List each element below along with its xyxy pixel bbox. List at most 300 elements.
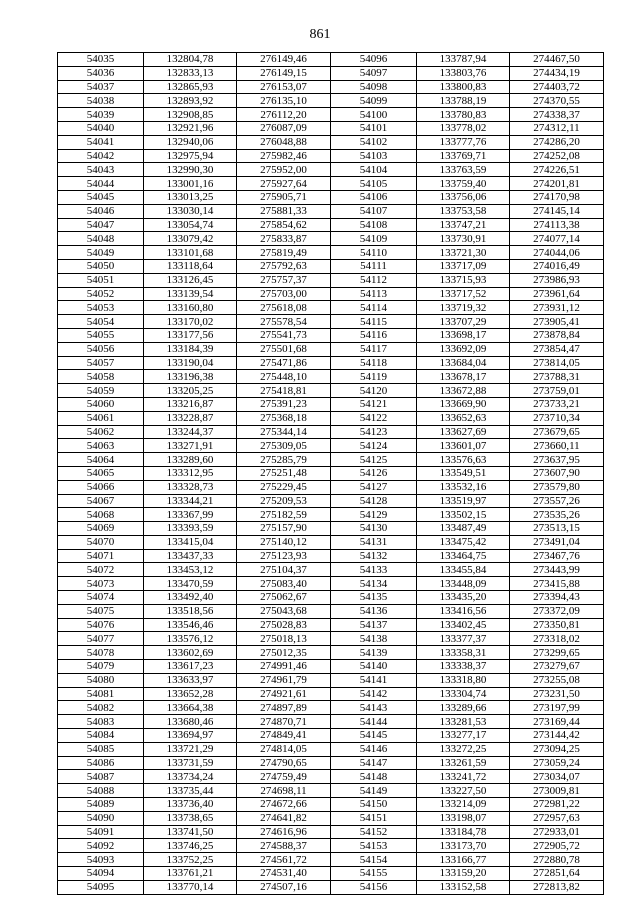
point-number-left: 54042 [58,149,144,163]
coord-y-right: 272957,63 [510,811,604,825]
point-number-left: 54094 [58,867,144,881]
coord-x-left: 133518,56 [144,604,237,618]
coord-x-right: 133721,30 [417,246,510,260]
table-row [58,246,604,260]
table-row [58,232,604,246]
table-row [58,53,604,67]
point-number-left: 54039 [58,108,144,122]
table-row [58,342,604,356]
coord-y-right: 273986,93 [510,273,604,287]
point-number-left: 54092 [58,839,144,853]
coord-x-left: 133160,80 [144,301,237,315]
coord-x-left: 133101,68 [144,246,237,260]
coord-y-right: 274467,50 [510,53,604,67]
coord-y-right: 273299,65 [510,646,604,660]
table-row [58,853,604,867]
coord-y-left: 274849,41 [237,729,331,743]
coord-x-right: 133241,72 [417,770,510,784]
coord-x-left: 133546,46 [144,618,237,632]
table-row [58,508,604,522]
table-row [58,94,604,108]
point-number-left: 54052 [58,287,144,301]
point-number-right: 54151 [331,811,417,825]
table-row [58,204,604,218]
point-number-right: 54147 [331,756,417,770]
coord-x-left: 133344,21 [144,494,237,508]
coord-x-left: 133184,39 [144,342,237,356]
point-number-left: 54067 [58,494,144,508]
point-number-left: 54081 [58,687,144,701]
coord-y-left: 274641,82 [237,811,331,825]
point-number-right: 54150 [331,798,417,812]
table-row [58,811,604,825]
point-number-left: 54038 [58,94,144,108]
coord-x-left: 133312,95 [144,466,237,480]
point-number-right: 54104 [331,163,417,177]
coord-y-left: 275104,37 [237,563,331,577]
point-number-left: 54071 [58,549,144,563]
point-number-left: 54043 [58,163,144,177]
point-number-right: 54120 [331,384,417,398]
coord-y-right: 273535,26 [510,508,604,522]
coord-x-right: 133787,94 [417,53,510,67]
coord-x-left: 133652,28 [144,687,237,701]
coord-x-right: 133549,51 [417,466,510,480]
coord-x-right: 133227,50 [417,784,510,798]
coord-y-left: 275418,81 [237,384,331,398]
table-row [58,673,604,687]
table-row [58,660,604,674]
coord-y-right: 273197,99 [510,701,604,715]
coord-y-left: 274588,37 [237,839,331,853]
point-number-left: 54069 [58,522,144,536]
coord-y-right: 274145,14 [510,204,604,218]
coord-y-right: 273905,41 [510,315,604,329]
coord-y-left: 275703,00 [237,287,331,301]
coord-x-right: 133277,17 [417,729,510,743]
coord-x-left: 132975,94 [144,149,237,163]
coord-x-right: 133318,80 [417,673,510,687]
table-row [58,632,604,646]
point-number-left: 54084 [58,729,144,743]
table-row [58,177,604,191]
coord-x-right: 133763,59 [417,163,510,177]
table-row [58,563,604,577]
coord-y-right: 272813,82 [510,880,604,894]
point-number-left: 54070 [58,535,144,549]
coord-x-right: 133778,02 [417,121,510,135]
coord-y-left: 274759,49 [237,770,331,784]
coord-y-left: 275043,68 [237,604,331,618]
point-number-right: 54108 [331,218,417,232]
coord-x-left: 133752,25 [144,853,237,867]
coord-y-left: 275209,53 [237,494,331,508]
table-row [58,798,604,812]
coord-y-left: 275344,14 [237,425,331,439]
coord-y-right: 273443,99 [510,563,604,577]
point-number-right: 54152 [331,825,417,839]
coord-y-right: 274077,14 [510,232,604,246]
point-number-right: 54099 [331,94,417,108]
point-number-right: 54119 [331,370,417,384]
point-number-right: 54124 [331,439,417,453]
table-row [58,742,604,756]
coord-x-left: 133746,25 [144,839,237,853]
point-number-left: 54036 [58,66,144,80]
point-number-right: 54136 [331,604,417,618]
coord-y-right: 274201,81 [510,177,604,191]
point-number-left: 54058 [58,370,144,384]
coord-y-right: 274252,08 [510,149,604,163]
coord-x-left: 132865,93 [144,80,237,94]
point-number-left: 54065 [58,466,144,480]
coord-x-left: 133736,40 [144,798,237,812]
point-number-left: 54037 [58,80,144,94]
coord-x-left: 133054,74 [144,218,237,232]
point-number-right: 54137 [331,618,417,632]
coord-y-right: 273733,21 [510,397,604,411]
coord-x-left: 133761,21 [144,867,237,881]
point-number-left: 54057 [58,356,144,370]
coord-y-right: 273660,11 [510,439,604,453]
table-row [58,604,604,618]
table-row [58,108,604,122]
coord-y-left: 274961,79 [237,673,331,687]
coord-x-left: 133731,59 [144,756,237,770]
coord-x-right: 133198,07 [417,811,510,825]
point-number-right: 54112 [331,273,417,287]
coord-y-left: 275541,73 [237,328,331,342]
coord-y-right: 273144,42 [510,729,604,743]
point-number-right: 54148 [331,770,417,784]
coord-x-left: 133770,14 [144,880,237,894]
coord-x-left: 133734,24 [144,770,237,784]
coord-x-left: 133126,45 [144,273,237,287]
table-row [58,549,604,563]
coord-x-left: 133721,29 [144,742,237,756]
coord-y-right: 273607,90 [510,466,604,480]
coord-x-left: 133139,54 [144,287,237,301]
coord-x-right: 133455,84 [417,563,510,577]
coord-x-right: 133777,76 [417,135,510,149]
point-number-right: 54118 [331,356,417,370]
coord-x-left: 133393,59 [144,522,237,536]
coord-y-left: 275123,93 [237,549,331,563]
coord-y-left: 276087,09 [237,121,331,135]
table-row [58,190,604,204]
coord-y-right: 273372,09 [510,604,604,618]
point-number-left: 54060 [58,397,144,411]
point-number-right: 54121 [331,397,417,411]
coord-y-right: 273318,02 [510,632,604,646]
table-row [58,577,604,591]
point-number-right: 54135 [331,591,417,605]
table-row [58,384,604,398]
point-number-right: 54139 [331,646,417,660]
coord-y-right: 274403,72 [510,80,604,94]
coord-y-right: 273231,50 [510,687,604,701]
coord-y-left: 276153,07 [237,80,331,94]
coord-y-left: 276149,15 [237,66,331,80]
point-number-left: 54064 [58,453,144,467]
coord-x-left: 133664,38 [144,701,237,715]
point-number-right: 54146 [331,742,417,756]
coord-y-right: 272880,78 [510,853,604,867]
coord-y-right: 273931,12 [510,301,604,315]
coord-x-right: 133475,42 [417,535,510,549]
point-number-right: 54131 [331,535,417,549]
table-row [58,439,604,453]
point-number-right: 54111 [331,259,417,273]
coord-y-left: 275062,67 [237,591,331,605]
coordinates-table-body [58,53,604,895]
coord-y-right: 273637,95 [510,453,604,467]
point-number-left: 54046 [58,204,144,218]
coord-x-left: 133680,46 [144,715,237,729]
coord-y-left: 275757,37 [237,273,331,287]
table-row [58,149,604,163]
coord-x-right: 133184,78 [417,825,510,839]
point-number-right: 54156 [331,880,417,894]
point-number-right: 54145 [331,729,417,743]
coord-x-right: 133464,75 [417,549,510,563]
point-number-left: 54050 [58,259,144,273]
coord-x-right: 133487,49 [417,522,510,536]
coord-y-right: 273878,84 [510,328,604,342]
coord-x-left: 133738,65 [144,811,237,825]
table-row [58,397,604,411]
coord-y-left: 275792,63 [237,259,331,273]
point-number-left: 54048 [58,232,144,246]
point-number-right: 54123 [331,425,417,439]
coord-x-left: 133576,12 [144,632,237,646]
coord-x-right: 133730,91 [417,232,510,246]
point-number-right: 54113 [331,287,417,301]
coord-x-right: 133692,09 [417,342,510,356]
coord-x-left: 133694,97 [144,729,237,743]
coord-y-right: 273169,44 [510,715,604,729]
coord-y-left: 274897,89 [237,701,331,715]
point-number-left: 54095 [58,880,144,894]
coord-y-right: 274016,49 [510,259,604,273]
point-number-left: 54068 [58,508,144,522]
coord-y-right: 273759,01 [510,384,604,398]
point-number-left: 54066 [58,480,144,494]
coord-x-left: 133196,38 [144,370,237,384]
point-number-right: 54114 [331,301,417,315]
coord-x-right: 133159,20 [417,867,510,881]
table-row [58,121,604,135]
coord-y-left: 275157,90 [237,522,331,536]
coord-x-right: 133448,09 [417,577,510,591]
point-number-right: 54115 [331,315,417,329]
coord-y-left: 275083,40 [237,577,331,591]
coord-y-left: 275285,79 [237,453,331,467]
table-row [58,825,604,839]
coord-x-left: 133415,04 [144,535,237,549]
coord-y-right: 274338,37 [510,108,604,122]
coord-y-left: 275028,83 [237,618,331,632]
table-row [58,839,604,853]
coord-x-right: 133377,37 [417,632,510,646]
table-row [58,453,604,467]
point-number-right: 54155 [331,867,417,881]
coord-x-left: 133079,42 [144,232,237,246]
coord-x-right: 133800,83 [417,80,510,94]
point-number-left: 54082 [58,701,144,715]
coord-x-right: 133214,09 [417,798,510,812]
coord-x-left: 132908,85 [144,108,237,122]
coord-y-left: 274672,66 [237,798,331,812]
coord-y-right: 273513,15 [510,522,604,536]
coord-y-right: 274434,19 [510,66,604,80]
coord-y-left: 276112,20 [237,108,331,122]
point-number-right: 54142 [331,687,417,701]
point-number-left: 54079 [58,660,144,674]
point-number-left: 54087 [58,770,144,784]
coord-x-right: 133281,53 [417,715,510,729]
coord-y-left: 275448,10 [237,370,331,384]
table-row [58,591,604,605]
point-number-right: 54100 [331,108,417,122]
point-number-right: 54133 [331,563,417,577]
table-row [58,770,604,784]
coord-y-left: 274507,16 [237,880,331,894]
table-row [58,466,604,480]
coord-y-right: 273710,34 [510,411,604,425]
coord-x-left: 132940,06 [144,135,237,149]
coord-y-right: 273094,25 [510,742,604,756]
coord-y-left: 275982,46 [237,149,331,163]
coord-x-right: 133717,09 [417,259,510,273]
coord-y-right: 273279,67 [510,660,604,674]
table-row [58,218,604,232]
coord-y-left: 274991,46 [237,660,331,674]
point-number-left: 54041 [58,135,144,149]
coord-y-left: 275905,71 [237,190,331,204]
coord-x-left: 132804,78 [144,53,237,67]
coord-y-left: 275018,13 [237,632,331,646]
coord-y-right: 274113,38 [510,218,604,232]
point-number-left: 54047 [58,218,144,232]
coord-x-right: 133272,25 [417,742,510,756]
table-row [58,522,604,536]
point-number-right: 54140 [331,660,417,674]
coord-y-right: 273350,81 [510,618,604,632]
point-number-right: 54096 [331,53,417,67]
coord-y-left: 274616,96 [237,825,331,839]
coord-x-right: 133672,88 [417,384,510,398]
coord-x-left: 132893,92 [144,94,237,108]
point-number-left: 54051 [58,273,144,287]
point-number-left: 54053 [58,301,144,315]
coord-x-left: 133617,23 [144,660,237,674]
point-number-left: 54090 [58,811,144,825]
table-row [58,535,604,549]
point-number-right: 54126 [331,466,417,480]
coord-y-right: 273814,05 [510,356,604,370]
point-number-right: 54130 [331,522,417,536]
coord-x-left: 133492,40 [144,591,237,605]
page-number: 861 [309,27,331,42]
point-number-right: 54154 [331,853,417,867]
coord-x-left: 133030,14 [144,204,237,218]
table-row [58,729,604,743]
coord-y-right: 273679,65 [510,425,604,439]
point-number-left: 54035 [58,53,144,67]
table-row [58,315,604,329]
coord-x-left: 133228,87 [144,411,237,425]
coord-x-right: 133173,70 [417,839,510,853]
point-number-left: 54083 [58,715,144,729]
point-number-right: 54102 [331,135,417,149]
coord-x-left: 133118,64 [144,259,237,273]
coord-y-left: 274921,61 [237,687,331,701]
coord-y-left: 275229,45 [237,480,331,494]
coord-y-right: 273961,64 [510,287,604,301]
coord-x-left: 133735,44 [144,784,237,798]
point-number-left: 54080 [58,673,144,687]
coord-y-right: 273394,43 [510,591,604,605]
point-number-left: 54085 [58,742,144,756]
coord-x-right: 133803,76 [417,66,510,80]
point-number-left: 54045 [58,190,144,204]
table-row [58,756,604,770]
coord-x-left: 133216,87 [144,397,237,411]
coord-y-right: 272933,01 [510,825,604,839]
point-number-left: 54078 [58,646,144,660]
coord-x-left: 133453,12 [144,563,237,577]
coord-x-left: 133367,99 [144,508,237,522]
coord-x-left: 133741,50 [144,825,237,839]
point-number-right: 54144 [331,715,417,729]
table-row [58,880,604,894]
coord-x-right: 133532,16 [417,480,510,494]
point-number-left: 54056 [58,342,144,356]
table-row [58,356,604,370]
table-row [58,867,604,881]
coord-x-right: 133707,29 [417,315,510,329]
coord-x-right: 133289,66 [417,701,510,715]
table-row [58,425,604,439]
point-number-right: 54138 [331,632,417,646]
coord-x-right: 133780,83 [417,108,510,122]
table-row [58,784,604,798]
coord-y-right: 273788,31 [510,370,604,384]
coord-x-left: 133001,16 [144,177,237,191]
table-row [58,259,604,273]
coord-x-right: 133747,21 [417,218,510,232]
table-row [58,480,604,494]
table-row [58,618,604,632]
point-number-left: 54059 [58,384,144,398]
point-number-left: 54093 [58,853,144,867]
coord-x-right: 133416,56 [417,604,510,618]
coord-y-left: 276135,10 [237,94,331,108]
coord-x-right: 133698,17 [417,328,510,342]
coord-x-right: 133684,04 [417,356,510,370]
coord-x-left: 133177,56 [144,328,237,342]
point-number-left: 54049 [58,246,144,260]
point-number-left: 54089 [58,798,144,812]
table-row [58,163,604,177]
coord-x-left: 133170,02 [144,315,237,329]
coord-y-right: 273415,88 [510,577,604,591]
coord-x-right: 133715,93 [417,273,510,287]
point-number-left: 54040 [58,121,144,135]
coord-x-left: 133244,37 [144,425,237,439]
coord-x-right: 133519,97 [417,494,510,508]
